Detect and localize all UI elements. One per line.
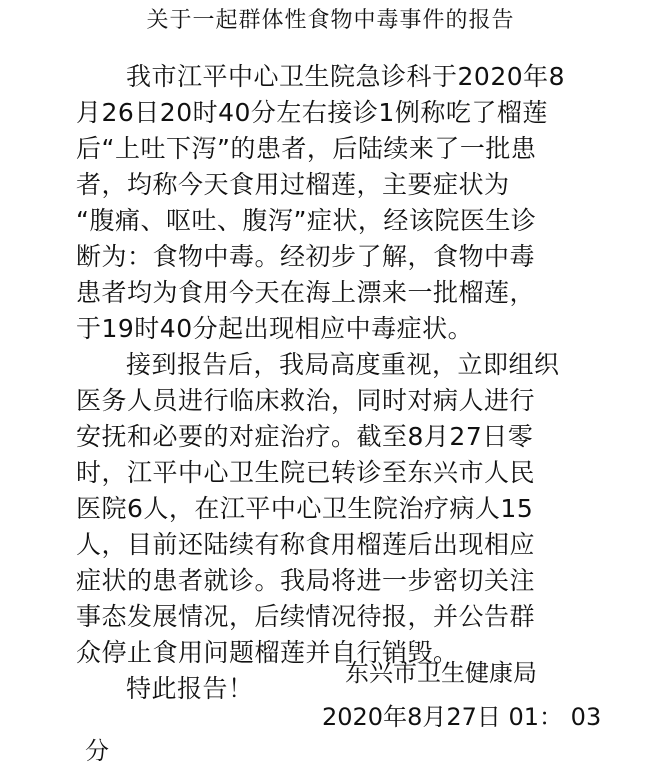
paragraph-1-line-8: 于19时40分起出现相应中毒症状。: [76, 314, 474, 343]
paragraph-1-line-2: 月26日20时40分左右接诊1例称吃了榴莲: [76, 98, 548, 127]
paragraph-1-line-5: “腹痛、呕吐、腹泻”症状，经该院医生诊: [76, 206, 537, 235]
paragraph-2-line-6: 人，目前还陆续有称食用榴莲后出现相应: [76, 530, 536, 559]
report-title: 关于一起群体性食物中毒事件的报告: [146, 8, 515, 33]
paragraph-2-line-1: 接到报告后，我局高度重视，立即组织: [126, 350, 560, 379]
closing-statement: 特此报告！: [126, 674, 254, 703]
paragraph-1-line-7: 患者均为食用今天在海上漂来一批榴莲，: [76, 278, 536, 307]
paragraph-1-line-3: 后“上吐下泻”的患者，后陆续来了一批患: [76, 134, 537, 163]
paragraph-1-line-4: 者，均称今天食用过榴莲，主要症状为: [76, 170, 510, 199]
paragraph-2-line-8: 事态发展情况，后续情况待报，并公告群: [76, 602, 536, 631]
paragraph-2-line-5: 医院6人，在江平中心卫生院治疗病人15: [76, 494, 534, 523]
paragraph-2-line-4: 时，江平中心卫生院已转诊至东兴市人民: [76, 458, 536, 487]
paragraph-2-line-7: 症状的患者就诊。我局将进一步密切关注: [76, 566, 536, 595]
paragraph-2-line-2: 医务人员进行临床救治，同时对病人进行: [76, 386, 536, 415]
report-date-continuation: 分: [85, 737, 109, 765]
paragraph-2-line-3: 安抚和必要的对症治疗。截至8月27日零: [76, 422, 534, 451]
report-date: 2020年8月27日 01： 03: [322, 703, 602, 731]
issuer-signature: 东兴市卫生健康局: [345, 659, 537, 687]
paragraph-1-line-6: 断为：食物中毒。经初步了解，食物中毒: [76, 242, 536, 271]
paragraph-2-line-9: 众停止食用问题榴莲并自行销毁。: [76, 638, 459, 667]
paragraph-1-line-1: 我市江平中心卫生院急诊科于2020年8: [126, 62, 566, 91]
